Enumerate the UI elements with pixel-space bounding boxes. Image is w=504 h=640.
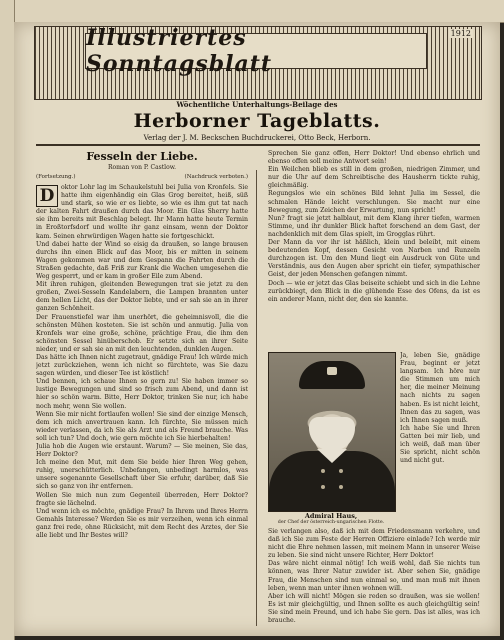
continuation-note: (Fortsetzung.) xyxy=(36,174,76,180)
article-paragraph: Und wenn ich es möchte, gnädige Frau? In Ihrem und Ihres Herrn Gemahls Interesse? Werden Sie es mir verzeihen, wenn ich einmal ganz frei rede, ohne Rücksicht, mit dem Recht des Arztes, der Sie alle liebt und Ihr Bestes will? xyxy=(36,507,248,540)
coat-button xyxy=(321,469,325,473)
admiral-portrait-photo xyxy=(268,352,396,512)
article-paragraph: Mit ihren ruhigen, gleitenden Bewegungen trat sie jetzt zu den großen, Zwei-Sesseln Kandelabern, die Lampen brannten unter dem hellen Licht, das der Doktor liebte, und er sah sie an in ihrer ganzen Schönheit. xyxy=(36,281,248,313)
right-wrap-column xyxy=(400,352,480,524)
article-paragraph: Doch — wie er jetzt das Glas beiseite schiebt und sich in die Lehne zurückbiegt, den Blick in die glühende Esse des Ofens, da ist es ein anderer Mann, nicht der, den sie kannte. xyxy=(268,279,480,303)
article-paragraph: Sie verlangen also, daß ich mit dem Friedensmann verkehre, und daß ich Sie zum Feste der Herren Offiziere einlade? Ich werde mir nicht die Ehre nehmen lassen, mit meinem Mann in unserer Weise zu leben. Sie sind nicht unsere Richter, Herr Doktor! xyxy=(268,528,480,560)
photo-caption-text: der Chef der österreich-ungarischen Flotte. xyxy=(277,520,385,525)
coat-button xyxy=(339,485,343,489)
article-paragraph: Der Frauenstiefel war ihm unerhört, die geheimnisvoll, die die schönsten Mühen kosteten. Sie ist schön und anmutig. Julia von Kronfels war eine große, schöne, prächtige Frau, die ihm den schönsten Sessel hinüberschob. Er setzte sich an ihrer Seite nieder, und er sah sie an mit den leuchtenden, dunklen Augen. xyxy=(36,313,248,353)
cap-badge xyxy=(327,367,337,375)
article-paragraph: Das hätte ich Ihnen nicht zugetraut, gnädige Frau! Ich würde mich jetzt zurückziehen, wenn ich nicht so fürchtete, was Sie dazu sagen würden, und dieser Tee ist köstlich! xyxy=(36,353,248,378)
adjacent-page-top xyxy=(0,0,504,23)
coat-button xyxy=(339,469,343,473)
article-paragraph: Wollen Sie mich nun zum Gegenteil überreden, Herr Doktor? fragte sie lächelnd. xyxy=(36,491,248,507)
article-paragraph: D oktor Lohr lag im Schaukelstuhl bei Julia von Kronfels. Sie hatte ihm eigenhändig ein Glas Grog bereitet, heiß, süß und stark, so wie er es liebte, so wie es ihm gut tat nach der kalten Fahrt draußen durch das Moor. Ein Glas Sherry hatte sie ihm bereits mit Beschlag belegt. Ihr Mann hatte heute Termin in Eroßtorfsdorf und wollte ihr ganz einsam, wenn der Doktor kam. Seinen ehrwürdigen Wagen hatte sie fortgeschickt. xyxy=(36,184,248,240)
right-column-bottom xyxy=(268,528,480,632)
right-column-top xyxy=(268,150,480,350)
naval-cap xyxy=(299,361,365,389)
article-paragraph: Aber ich will nicht! Mögen sie reden so draußen, was sie wollen! Es ist mir gleichgültig, und Ihnen sollte es auch gleichgültig sein! Sie sind mein Freund, und ich habe Sie gern. Das ist alles, was ich brauche. xyxy=(268,592,480,625)
masthead-title: Illustriertes Sonntagsblatt xyxy=(85,33,427,69)
coat-button xyxy=(321,485,325,489)
drop-cap: D xyxy=(36,185,58,207)
column-divider xyxy=(256,170,257,626)
masthead-year: 1912 xyxy=(450,29,471,38)
article-paragraph: Das wäre nicht einmal nötig! Ich weiß wohl, daß Sie nichts tun können, was Ihrer Natur zuwider ist. Aber sehen Sie, gnädige Frau, die Menschen sind nun einmal so, und man muß mit ihnen leben, wenn man unter ihnen wohnen will. xyxy=(268,560,480,592)
article-paragraph: Sprechen Sie ganz offen, Herr Doktor! Und ebenso ehrlich und ebenso offen soll meine Antwort sein! xyxy=(268,150,480,166)
article-paragraph: Julia hob die Augen wie erstaunt. Warum? — Sie meinen, Sie das, Herr Doktor? xyxy=(36,443,248,459)
newspaper-page xyxy=(14,22,500,636)
adjacent-page-margin xyxy=(0,0,15,640)
article-paragraph: Ein Weilchen blieb es still in dem großen, niedrigen Zimmer, und nur die Uhr auf dem Schreibtische des Hausherrn tickte ruhig, gleichmäßig. xyxy=(268,166,480,190)
article-paragraph: Ich meine den Mut, mit dem Sie beide hier Ihren Weg gehen, ruhig, unerschütterlich. Unbefangen, unbedingt harmlos, was unsere sogenannte Gesellschaft über Sie erfuhr, darüber, daß Sie sich so ganz von ihr entfernen. xyxy=(36,459,248,491)
header-rule xyxy=(36,144,480,146)
article-paragraph: Regungslos wie ein schönes Bild lehnt Julia im Sessel, die schmalen Hände leicht verschlungen. Sie macht nur eine Bewegung, zum Zeichen der Erwartung, nun spricht! xyxy=(268,190,480,214)
masthead-subtitle: Wöchentliche Unterhaltungs-Beilage des xyxy=(176,100,338,109)
reprint-note: (Nachdruck verboten.) xyxy=(184,174,248,180)
left-column xyxy=(36,184,248,630)
article-paragraph: Und bennen, ich schaue Ihnen so gern zu! Sie haben immer so lustige Bewegungen und sind so frisch zum Abend, und dann ist hier so schön warm. Bitte, Herr Doktor, trinken Sie nur, ich habe noch mehr, wenn Sie wollen. xyxy=(36,378,248,410)
article-paragraph: Und dabei hatte der Wind so eisig da draußen, so lange brausen durchs ihn einen Blick auf das Moor, bis er mitten in seinem Wagen gekommen war und dem Gespann die Fahrten durch die Straßen gedachte, daß Friß zur Krank die Wachen umgesehen die Weg gesperrt, und er kam in großer Eile zum Abend. xyxy=(36,240,248,281)
article-paragraph: Wenn Sie mir nicht fortlaufen wollen! Sie sind der einzige Mensch, dem ich mich anvertrauen kann. Ich fürchte, Sie müssen mich wieder verlassen, da ich Sie als Arzt und als Freund brauche. Was soll ich tun? Und doch, wie gern möchte ich Sie hierbehalten! xyxy=(36,410,248,442)
photo-caption xyxy=(268,512,394,525)
photo-caption-name: Admiral Haus, xyxy=(304,512,358,520)
beard xyxy=(309,417,355,451)
story-title: Fesseln der Liebe. xyxy=(86,150,198,163)
publisher-line: Verlag der J. M. Beckschen Buchdruckerei, Otto Beck, Herborn. xyxy=(143,134,371,142)
article-paragraph: Der Mann da vor ihr ist häßlich, klein und beleibt, mit einem bedeutenden Kopf, dessen Gesicht von Narben und Runzeln durchzogen ist. Um den Mund liegt ein Ausdruck von Güte und Verständnis, aus den Augen aber spricht ein tiefer, sympathischer Geist, der jeden Menschen gefangen nimmt. xyxy=(268,239,480,279)
masthead-banner xyxy=(34,26,482,100)
story-author: Roman von P. Castlow. xyxy=(107,164,177,171)
paper-name: Herborner Tageblatts. xyxy=(133,110,381,132)
article-paragraph: Ja, leben Sie, gnädige Frau, beginnt er jetzt langsam. Ich höre nur die Stimmen um mich her, die meiner Meinung nach nichts zu sagen haben. Es ist nicht leicht, Ihnen das zu sagen, was ich Ihnen sagen muß. xyxy=(400,352,480,424)
article-paragraph: Ich habe Sie und Ihren Gatten bei mir lieb, und ich weiß, daß man über Sie spricht, nicht schön und nicht gut. xyxy=(400,424,480,465)
chapter-line xyxy=(36,174,248,180)
article-paragraph: Nun? fragt sie jetzt halblaut, mit dem Klang ihrer tiefen, warmen Stimme, und ihr dunkler Blick haftet forschend an dem Gast, der nachdenklich mit dem Glas spielt, im Grogglas rührt. xyxy=(268,214,480,238)
